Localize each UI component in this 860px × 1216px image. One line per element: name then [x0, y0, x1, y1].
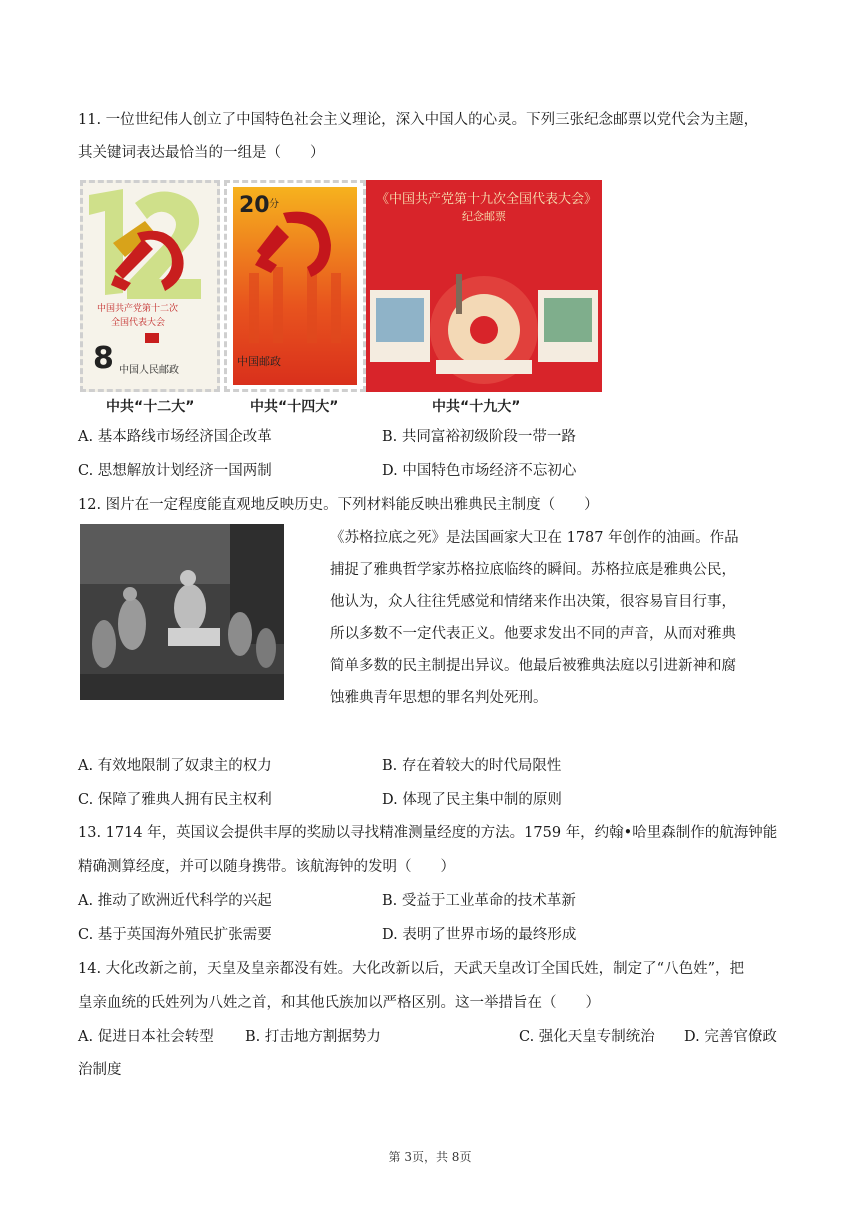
- stamp-12th-footer: 中国人民邮政: [119, 365, 179, 376]
- q13-option-d[interactable]: D. 表明了世界市场的最终形成: [382, 927, 577, 943]
- q11-stem-line1: 11. 一位世纪伟人创立了中国特色社会主义理论，深入中国人的心灵。下列三张纪念邮票以党代会为主题，: [78, 112, 759, 128]
- q12-passage-line4: 所以多数不一定代表正义。他要求发出不同的声音，从而对雅典: [330, 626, 736, 642]
- q11-stem-line2: 其关键词表达最恰当的一组是（ ）: [78, 145, 325, 161]
- stamp-12th-congress: [80, 180, 220, 392]
- q13-option-b[interactable]: B. 受益于工业革命的技术革新: [382, 893, 576, 909]
- tiananmen-icon: [145, 333, 159, 343]
- stamp-14th-denomination: 20: [239, 193, 270, 218]
- q12-option-d[interactable]: D. 体现了民主集中制的原则: [382, 792, 562, 808]
- page-footer: 第 3页，共 8页: [388, 1150, 472, 1164]
- q14-stem-line1: 14. 大化改新之前，天皇及皇亲都没有姓。大化改新以后，天武天皇改订全国氏姓，制定了“八色姓”，把: [78, 961, 744, 977]
- stamp-14th-congress: [224, 180, 366, 392]
- q14-option-d-cont: 治制度: [78, 1062, 122, 1078]
- stamp-19th-header-2: 纪念邮票: [462, 210, 506, 223]
- q14-option-b[interactable]: B. 打击地方割据势力: [245, 1029, 381, 1045]
- q12-passage-line2: 捕捉了雅典哲学家苏格拉底临终的瞬间。苏格拉底是雅典公民，: [330, 562, 736, 578]
- q14-option-c[interactable]: C. 强化天皇专制统治: [519, 1029, 655, 1045]
- stamp-12th-text-2: 全国代表大会: [111, 318, 166, 328]
- death-of-socrates-painting: [80, 524, 284, 700]
- q11-option-a[interactable]: A. 基本路线市场经济国企改革: [78, 429, 272, 445]
- q14-option-d[interactable]: D. 完善官僚政: [684, 1029, 777, 1045]
- q12-option-b[interactable]: B. 存在着较大的时代局限性: [382, 758, 562, 774]
- q14-stem-line2: 皇亲血统的氏姓列为八姓之首，和其他氏族加以严格区别。这一举措旨在（ ）: [78, 995, 600, 1011]
- q12-option-c[interactable]: C. 保障了雅典人拥有民主权利: [78, 792, 272, 808]
- q13-stem-line2: 精确测算经度，并可以随身携带。该航海钟的发明（ ）: [78, 859, 455, 875]
- q12-passage-line1: 《苏格拉底之死》是法国画家大卫在 1787 年创作的油画。作品: [330, 530, 739, 546]
- q12-passage-line5: 简单多数的民主制提出异议。他最后被雅典法庭以引进新神和腐: [330, 658, 736, 674]
- stamp-12th-caption: 中共“十二大”: [106, 399, 195, 415]
- q12-passage-line6: 蚀雅典青年思想的罪名判处死刑。: [330, 690, 548, 706]
- q13-option-c[interactable]: C. 基于英国海外殖民扩张需要: [78, 927, 272, 943]
- stamp-14th-fen: 分: [269, 199, 279, 210]
- q12-option-a[interactable]: A. 有效地限制了奴隶主的权力: [78, 758, 272, 774]
- stamp-14th-caption: 中共“十四大”: [250, 399, 339, 415]
- q11-option-d[interactable]: D. 中国特色市场经济不忘初心: [382, 463, 577, 479]
- stamp-12th-text-1: 中国共产党第十二次: [97, 304, 179, 314]
- q14-option-a[interactable]: A. 促进日本社会转型: [78, 1029, 214, 1045]
- stamp-14th-footer: 中国邮政: [237, 355, 281, 368]
- stamp-19th-congress: [366, 180, 602, 392]
- q13-option-a[interactable]: A. 推动了欧洲近代科学的兴起: [78, 893, 272, 909]
- stamp-19th-caption: 中共“十九大”: [432, 399, 521, 415]
- q11-option-c[interactable]: C. 思想解放计划经济一国两制: [78, 463, 272, 479]
- q11-option-b[interactable]: B. 共同富裕初级阶段一带一路: [382, 429, 576, 445]
- stamp-19th-header-1: 《中国共产党第十九次全国代表大会》: [376, 192, 598, 207]
- q12-stem: 12. 图片在一定程度能直观地反映历史。下列材料能反映出雅典民主制度（ ）: [78, 497, 599, 513]
- stamp-12th-denomination: 8: [93, 341, 114, 376]
- q13-stem-line1: 13. 1714 年，英国议会提供丰厚的奖励以寻找精准测量经度的方法。1759 年，约翰•哈里森制作的航海钟能: [78, 825, 778, 841]
- q12-passage-line3: 他认为，众人往往凭感觉和情绪来作出决策，很容易盲目行事，: [330, 594, 736, 610]
